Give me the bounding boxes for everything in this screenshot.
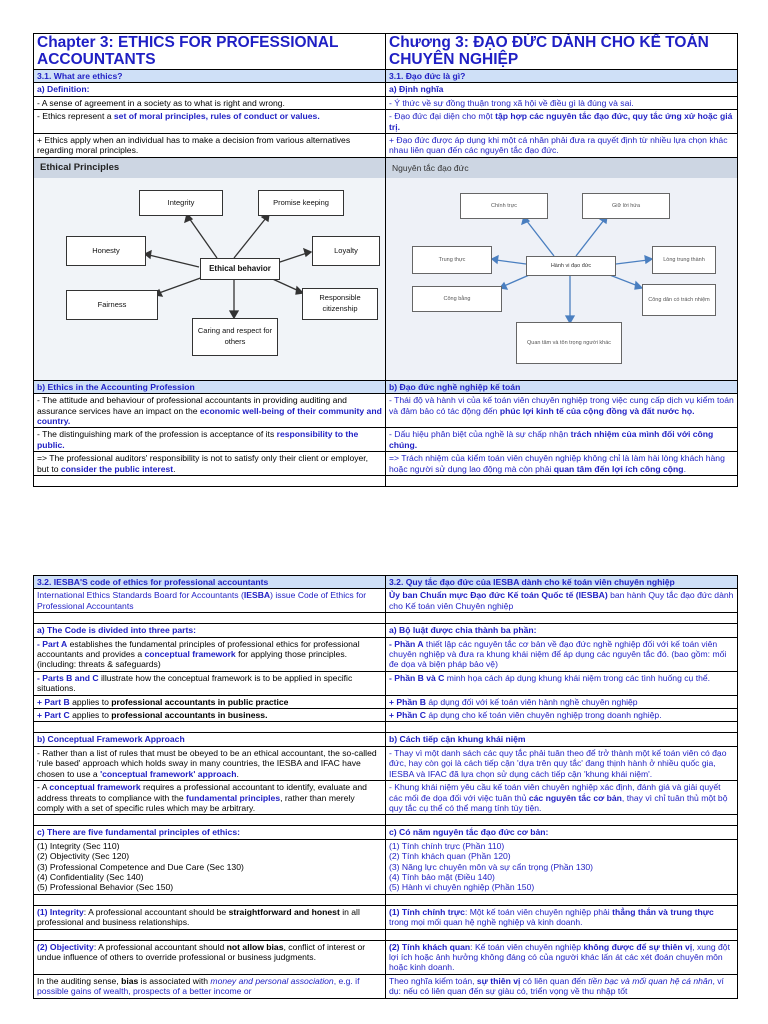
node-promise-keeping-vi: Giữ lời hứa bbox=[582, 193, 670, 219]
profession-row-3-vi: => Trách nhiệm của kiểm toán viên chuyên nghiệp không chỉ là làm hài lòng khách hàng hoặc người sử dụng lao động mà còn phải quan tâm đến lợi ích công cộng. bbox=[386, 452, 738, 476]
definition-row-1-en: - A sense of agreement in a society as to what is right and wrong. bbox=[34, 96, 386, 109]
node-honesty-en: Honesty bbox=[66, 236, 146, 266]
node-responsible-citizenship-en: Responsible citizenship bbox=[302, 288, 378, 320]
parts-bc-vi: - Phần B và C minh họa cách áp dụng khung khái niệm trong các tình huống cụ thể. bbox=[386, 671, 738, 695]
blank-cell bbox=[34, 613, 386, 624]
node-honesty-vi: Trung thực bbox=[412, 246, 492, 274]
node-caring-respect-en: Caring and respect for others bbox=[192, 318, 278, 356]
section-31b-title-vi: b) Đạo đức nghề nghiệp kế toán bbox=[386, 380, 738, 393]
blank-cell bbox=[34, 722, 386, 733]
section-31-title-vi: 3.1. Đạo đức là gì? bbox=[386, 70, 738, 83]
framework-heading-vi: b) Cách tiếp cận khung khái niệm bbox=[386, 733, 738, 746]
blank-cell bbox=[386, 894, 738, 905]
part-b-en: + Part B applies to professional accountants in public practice bbox=[34, 695, 386, 708]
blank-cell bbox=[34, 894, 386, 905]
blank-cell bbox=[386, 722, 738, 733]
section-31b-title-en: b) Ethics in the Accounting Profession bbox=[34, 380, 386, 393]
objectivity-vi: (2) Tính khách quan: Kế toán viên chuyên nghiệp không được để sự thiên vị, xung đột lợi ích hoặc ảnh hưởng không đáng có của người khác lấn át các xét đoán chuyên môn hoặc kinh doanh. bbox=[386, 940, 738, 974]
framework-row-1-vi: - Thay vì một danh sách các quy tắc phải tuân theo để trở thành một kế toán viên có đạo đức, hay còn gọi là cách tiếp cận 'dựa trên quy tắc' đang thịnh hành ở nhiều quốc gia, IESBA và IFAC đã lựa chọn sử dụng cách tiếp cận 'khung khái niệm'. bbox=[386, 746, 738, 780]
profession-row-1-en: - The attitude and behaviour of professional accountants in providing auditing and assurance services have an impact on the economic well-being of their community and country. bbox=[34, 394, 386, 428]
integrity-vi: (1) Tính chính trực: Một kế toán viên chuyên nghiệp phải thẳng thắn và trung thực trong mọi mối quan hệ nghề nghiệp và kinh doanh. bbox=[386, 905, 738, 929]
framework-heading-en: b) Conceptual Framework Approach bbox=[34, 733, 386, 746]
iesba-intro-en: International Ethics Standards Board for Accountants (IESBA) issue Code of Ethics for Professional Accountants bbox=[34, 589, 386, 613]
bilingual-table-iesba bbox=[33, 575, 738, 999]
definition-row-2-en: - Ethics represent a set of moral principles, rules of conduct or values. bbox=[34, 110, 386, 134]
node-loyalty-vi: Lòng trung thành bbox=[652, 246, 716, 274]
principle-item: (2) Tính khách quan (Phần 120) bbox=[389, 851, 511, 862]
auditing-bias-en: In the auditing sense, bias is associated with money and personal association, e.g. if possible gains of wealth, prospects of a better income or bbox=[34, 974, 386, 998]
figure-cell-en bbox=[34, 157, 386, 380]
framework-row-2-vi: - Khung khái niệm yêu cầu kế toán viên chuyên nghiệp xác định, đánh giá và giải quyết các mối đe dọa đối với việc tuân thủ các nguyên tắc cơ bản, thay vì chỉ tuân thủ một bộ quy tắc cụ thể có thể mang tính tùy tiện. bbox=[386, 781, 738, 815]
definition-row-3-en: + Ethics apply when an individual has to make a decision from various alternatives regarding moral principles. bbox=[34, 134, 386, 158]
framework-row-1-en: - Rather than a list of rules that must be obeyed to be an ethical accountant, the so-called 'rule based' approach which holds sway in many countries, the IESBA and IFAC have chosen to use a 'conceptual framework' approach. bbox=[34, 746, 386, 780]
section-31-title-en: 3.1. What are ethics? bbox=[34, 70, 386, 83]
framework-row-2-en: - A conceptual framework requires a professional accountant to identify, evaluate and address threats to compliance with the fundamental principles, rather than merely comply with a set of specific rules which may be arbitrary. bbox=[34, 781, 386, 815]
section-32-title-vi: 3.2. Quy tắc đạo đức của IESBA dành cho kế toán viên chuyên nghiệp bbox=[386, 576, 738, 589]
five-principles-list-en bbox=[34, 839, 386, 894]
node-loyalty-en: Loyalty bbox=[312, 236, 380, 266]
node-responsible-citizenship-vi: Công dân có trách nhiệm bbox=[642, 284, 716, 316]
blank-cell bbox=[386, 815, 738, 826]
parts-bc-en: - Parts B and C illustrate how the conceptual framework is to be applied in specific situations. bbox=[34, 671, 386, 695]
node-integrity-vi: Chính trực bbox=[460, 193, 548, 219]
definition-heading-en: a) Definition: bbox=[34, 83, 386, 96]
code-parts-heading-en: a) The Code is divided into three parts: bbox=[34, 624, 386, 637]
blank-cell bbox=[34, 815, 386, 826]
node-caring-respect-vi: Quan tâm và tôn trọng người khác bbox=[516, 322, 622, 364]
figure-cell-vi bbox=[386, 157, 738, 380]
principle-item: (4) Confidentiality (Sec 140) bbox=[37, 871, 144, 882]
principle-item: (5) Hành vi chuyên nghiệp (Phần 150) bbox=[389, 882, 535, 893]
node-promise-keeping-en: Promise keeping bbox=[258, 190, 344, 216]
principle-item: (5) Professional Behavior (Sec 150) bbox=[37, 882, 174, 893]
bilingual-table-ethics bbox=[33, 33, 738, 487]
auditing-bias-vi: Theo nghĩa kiểm toán, sự thiên vị có liên quan đến tiền bạc và mối quan hệ cá nhân, ví dụ: nếu có liên quan đến sự giàu có, triển vọng về thu nhập tốt bbox=[386, 974, 738, 998]
blank-cell bbox=[386, 476, 738, 487]
part-a-vi: - Phần A thiết lập các nguyên tắc cơ bản về đạo đức nghề nghiệp đối với kế toán viên chuyên nghiệp và đưa ra khung khái niệm để áp dụng các nguyên tắc đó. (bao gồm: mối đe dọa và biện pháp bảo vệ) bbox=[386, 637, 738, 671]
definition-heading-vi: a) Định nghĩa bbox=[386, 83, 738, 96]
definition-row-3-vi: + Đạo đức được áp dụng khi một cá nhân phải đưa ra quyết định từ nhiều lựa chọn khác nhau liên quan đến các nguyên tắc đạo đức. bbox=[386, 134, 738, 158]
figure-title-en: Ethical Principles bbox=[34, 158, 385, 178]
principle-item: (2) Objectivity (Sec 120) bbox=[37, 851, 130, 862]
part-c-en: + Part C applies to professional accountants in business. bbox=[34, 709, 386, 722]
five-principles-list-vi bbox=[386, 839, 738, 894]
profession-row-2-vi: - Dấu hiệu phân biệt của nghề là sự chấp nhận trách nhiệm của mình đối với công chúng. bbox=[386, 428, 738, 452]
node-integrity-en: Integrity bbox=[139, 190, 223, 216]
part-b-vi: + Phần B áp dụng đối với kế toán viên hành nghề chuyên nghiệp bbox=[386, 695, 738, 708]
chapter-title-en: Chapter 3: ETHICS FOR PROFESSIONAL ACCOUNTANTS bbox=[34, 34, 386, 70]
definition-row-2-vi: - Đạo đức đại diện cho một tập hợp các nguyên tắc đạo đức, quy tắc ứng xử hoặc giá trị. bbox=[386, 110, 738, 134]
principle-item: (3) Năng lực chuyên môn và sự cẩn trọng (Phần 130) bbox=[389, 861, 594, 872]
objectivity-en: (2) Objectivity: A professional accountant should not allow bias, conflict of interest or undue influence of others to override professional or business judgments. bbox=[34, 940, 386, 974]
profession-row-1-vi: - Thái độ và hành vi của kế toán viên chuyên nghiệp trong việc cung cấp dịch vụ kiểm toán và đảm bảo có tác động đến phúc lợi kinh tế của cộng đồng và đất nước họ. bbox=[386, 394, 738, 428]
integrity-en: (1) Integrity: A professional accountant should be straightforward and honest in all professional and business relationships. bbox=[34, 905, 386, 929]
principle-item: (1) Tính chính trực (Phần 110) bbox=[389, 840, 505, 851]
node-fairness-vi: Công bằng bbox=[412, 286, 502, 312]
principle-item: (4) Tính bảo mật (Điều 140) bbox=[389, 871, 495, 882]
node-ethical-behavior-en: Ethical behavior bbox=[200, 258, 280, 280]
section-32-title-en: 3.2. IESBA'S code of ethics for professional accountants bbox=[34, 576, 386, 589]
part-c-vi: + Phần C áp dụng cho kế toán viên chuyên nghiệp trong doanh nghiệp. bbox=[386, 709, 738, 722]
blank-cell bbox=[34, 476, 386, 487]
chapter-title-vi: Chương 3: ĐẠO ĐỨC DÀNH CHO KẾ TOÁN CHUYÊN NGHIỆP bbox=[386, 34, 738, 70]
principle-item: (3) Professional Competence and Due Care (Sec 130) bbox=[37, 861, 244, 872]
part-a-en: - Part A establishes the fundamental principles of professional ethics for professional accountants and provides a conceptual framework for applying those principles. (including: threats & safeguards) bbox=[34, 637, 386, 671]
blank-cell bbox=[386, 613, 738, 624]
profession-row-2-en: - The distinguishing mark of the profession is acceptance of its responsibility to the public. bbox=[34, 428, 386, 452]
blank-cell bbox=[34, 929, 386, 940]
five-principles-heading-en: c) There are five fundamental principles of ethics: bbox=[34, 826, 386, 839]
figure-title-vi: Nguyên tắc đạo đức bbox=[386, 158, 737, 178]
node-fairness-en: Fairness bbox=[66, 290, 158, 320]
principle-item: (1) Integrity (Sec 110) bbox=[37, 840, 120, 851]
profession-row-3-en: => The professional auditors' responsibility is not to satisfy only their client or employer, but to consider the public interest. bbox=[34, 452, 386, 476]
ethical-principles-figure-vi bbox=[386, 158, 737, 380]
iesba-intro-vi: Ủy ban Chuẩn mực Đạo đức Kế toán Quốc tế (IESBA) ban hành Quy tắc đạo đức dành cho Kế toán viên Chuyên nghiệp bbox=[386, 589, 738, 613]
node-ethical-behavior-vi: Hành vi đạo đức bbox=[526, 256, 616, 276]
code-parts-heading-vi: a) Bộ luật được chia thành ba phần: bbox=[386, 624, 738, 637]
ethical-principles-figure-en bbox=[34, 158, 385, 380]
definition-row-1-vi: - Ý thức về sự đồng thuận trong xã hội về điều gì là đúng và sai. bbox=[386, 96, 738, 109]
five-principles-heading-vi: c) Có năm nguyên tắc đạo đức cơ bản: bbox=[386, 826, 738, 839]
blank-cell bbox=[386, 929, 738, 940]
